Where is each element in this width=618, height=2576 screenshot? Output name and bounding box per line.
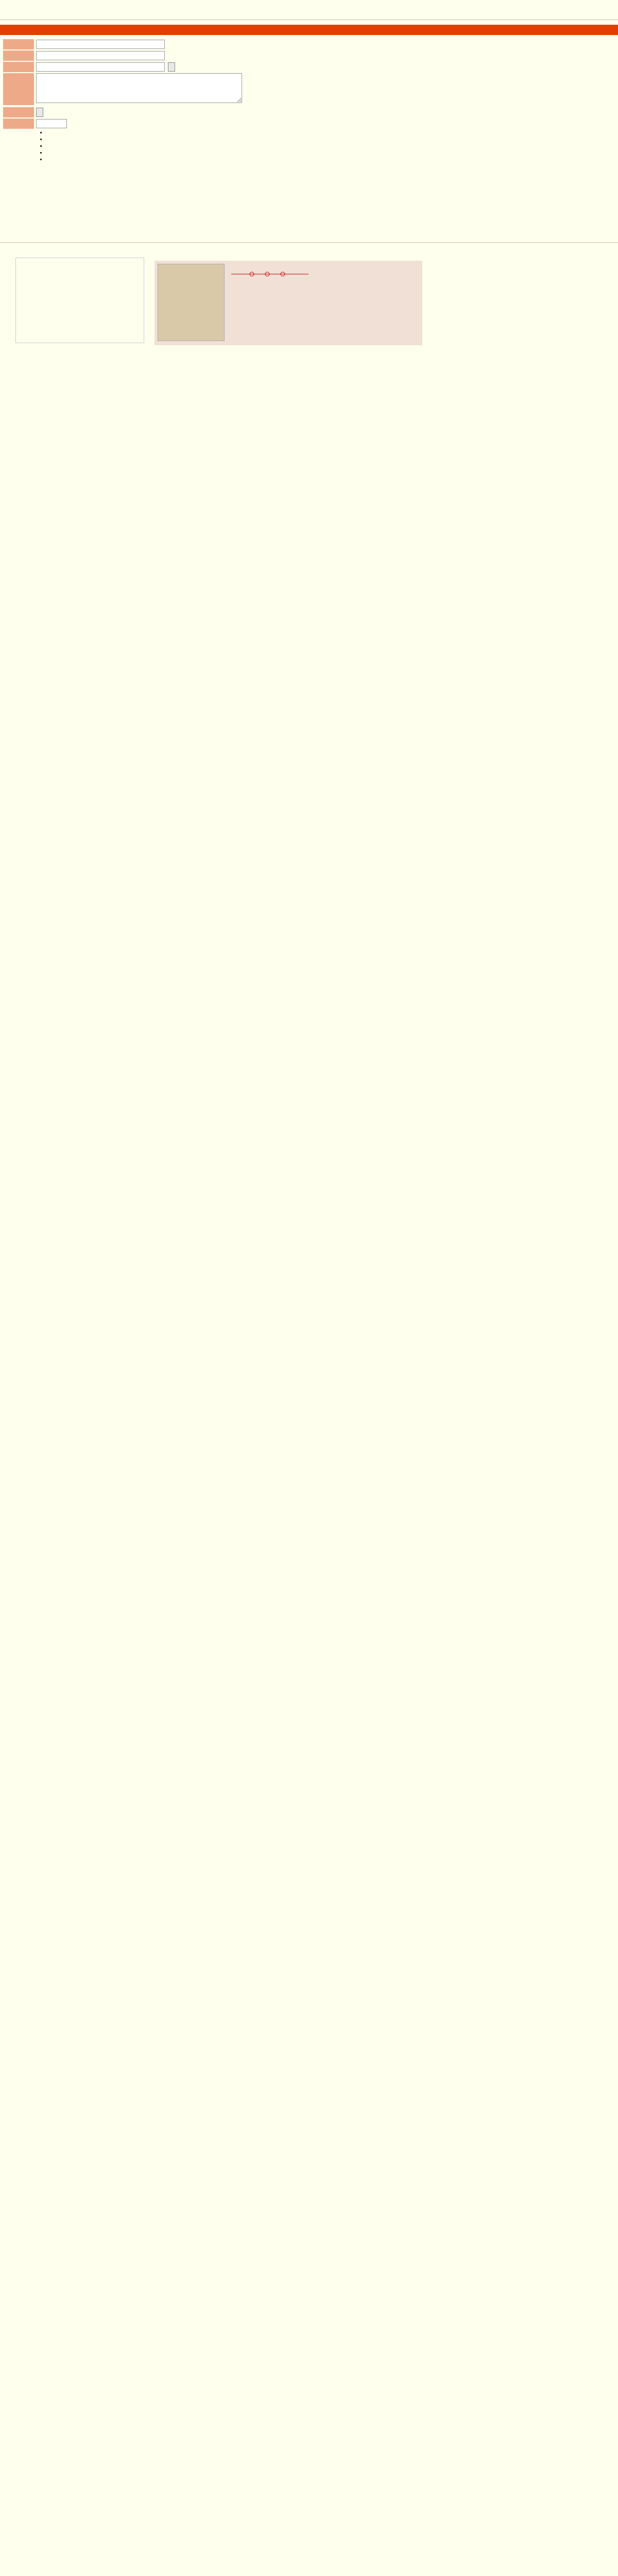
delete-key-input[interactable] — [36, 119, 67, 128]
rule-item — [46, 150, 489, 156]
reply-mode-bar — [0, 25, 618, 35]
nested-thumbnail[interactable] — [158, 264, 225, 341]
comment-label — [3, 73, 34, 105]
op-post — [154, 258, 515, 345]
email-input[interactable] — [36, 51, 165, 60]
thumb-caption — [158, 264, 224, 267]
email-label — [3, 50, 34, 61]
subject-input[interactable] — [36, 62, 165, 72]
nested-response — [154, 261, 422, 345]
flag-white-stripe — [59, 258, 101, 343]
delete-key-label — [3, 118, 34, 129]
comment-textarea[interactable] — [36, 73, 242, 103]
divider — [0, 242, 618, 243]
submit-button[interactable] — [168, 62, 175, 72]
thumb-doodle-icon — [231, 264, 314, 284]
catalog-links — [26, 175, 42, 182]
name-label — [3, 39, 34, 49]
file-label — [3, 107, 34, 117]
rule-item — [46, 157, 489, 162]
subject-label — [3, 62, 34, 72]
flag-blue-stripe — [16, 258, 59, 343]
flag-red-stripe — [101, 258, 144, 343]
board-rules — [26, 129, 489, 163]
rule-item — [46, 143, 489, 149]
rule-item — [46, 130, 489, 135]
france-flag-image[interactable] — [15, 258, 144, 343]
rule-item — [46, 137, 489, 142]
name-input[interactable] — [36, 40, 165, 49]
choose-file-button[interactable] — [36, 108, 43, 117]
